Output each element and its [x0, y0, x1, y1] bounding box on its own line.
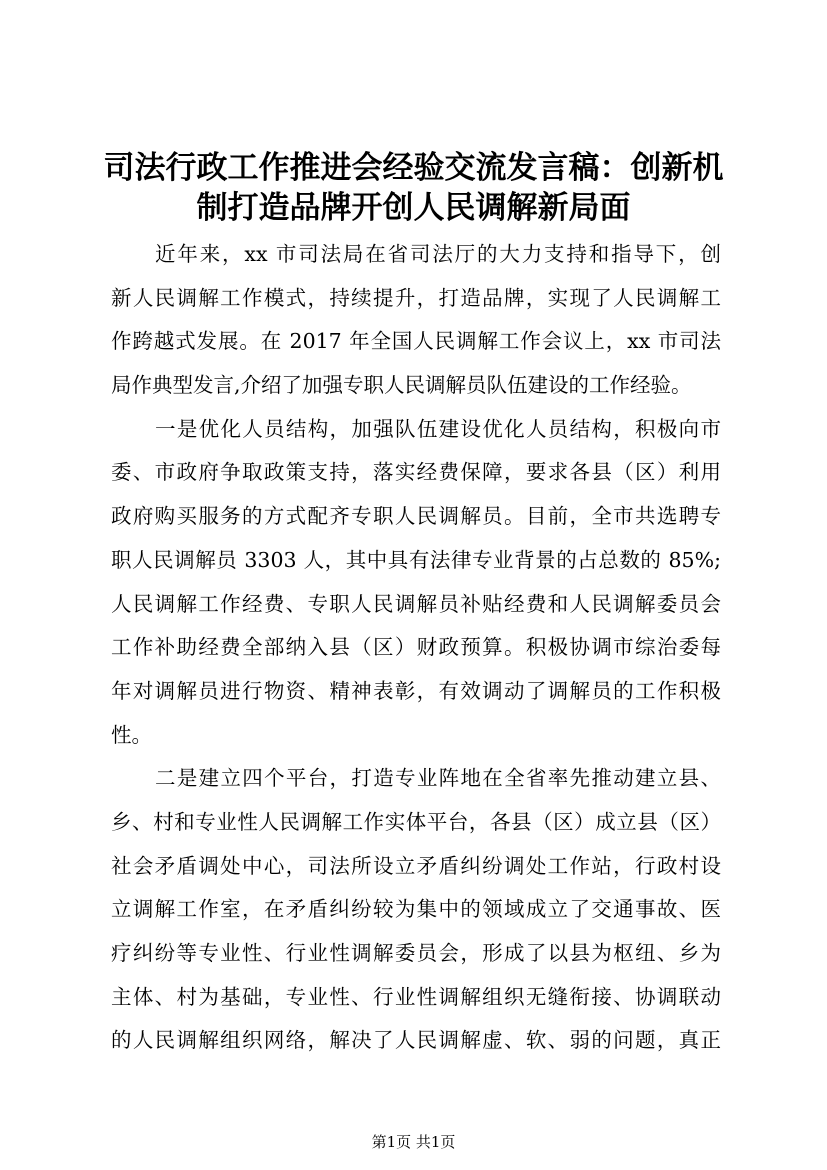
- paragraph-line: 性。: [111, 722, 152, 747]
- paragraph-line: 新人民调解工作模式，持续提升，打造品牌，实现了人民调解工: [111, 285, 721, 310]
- paragraph-line: 政府购买服务的方式配齐专职人民调解员。目前，全市共选聘专: [111, 504, 721, 529]
- paragraph-line: 职人民调解员 3303 人，其中具有法律专业背景的占总数的 85%;: [111, 547, 721, 572]
- paragraph-line: 的人民调解组织网络，解决了人民调解虚、软、弱的问题，真正: [111, 1028, 721, 1053]
- document-body: [111, 233, 721, 1063]
- page-footer: 第1页 共1页: [371, 1133, 456, 1151]
- paragraph-line: 作跨越式发展。在 2017 年全国人民调解工作会议上，xx 市司法: [111, 329, 721, 354]
- paragraph-line: 工作补助经费全部纳入县（区）财政预算。积极协调市综治委每: [111, 635, 721, 660]
- paragraph-line: 近年来，xx 市司法局在省司法厅的大力支持和指导下，创: [155, 242, 721, 266]
- paragraph-line: 二是建立四个平台，打造专业阵地在全省率先推动建立县、: [155, 766, 721, 791]
- paragraph-line: 一是优化人员结构，加强队伍建设优化人员结构，积极向市: [155, 416, 721, 441]
- paragraph-line: 年对调解员进行物资、精神表彰，有效调动了调解员的工作积极: [111, 678, 721, 703]
- paragraph-line: 委、市政府争取政策支持，落实经费保障，要求各县（区）利用: [111, 460, 721, 485]
- title-line: 司法行政工作推进会经验交流发言稿：创新机: [103, 150, 724, 186]
- paragraph-line: 主体、村为基础，专业性、行业性调解组织无缝衔接、协调联动: [111, 984, 721, 1009]
- paragraph-line: 乡、村和专业性人民调解工作实体平台，各县（区）成立县（区）: [111, 809, 721, 834]
- document-title: [100, 148, 727, 228]
- paragraph-line: 立调解工作室，在矛盾纠纷较为集中的领域成立了交通事故、医: [111, 897, 721, 922]
- title-line: 制打造品牌开创人民调解新局面: [196, 190, 631, 226]
- paragraph-line: 局作典型发言,介绍了加强专职人民调解员队伍建设的工作经验。: [111, 373, 692, 398]
- paragraph-line: 疗纠纷等专业性、行业性调解委员会，形成了以县为枢纽、乡为: [111, 941, 721, 965]
- paragraph-line: 社会矛盾调处中心，司法所设立矛盾纠纷调处工作站，行政村设: [111, 853, 721, 878]
- paragraph-line: 人民调解工作经费、专职人民调解员补贴经费和人民调解委员会: [111, 591, 721, 616]
